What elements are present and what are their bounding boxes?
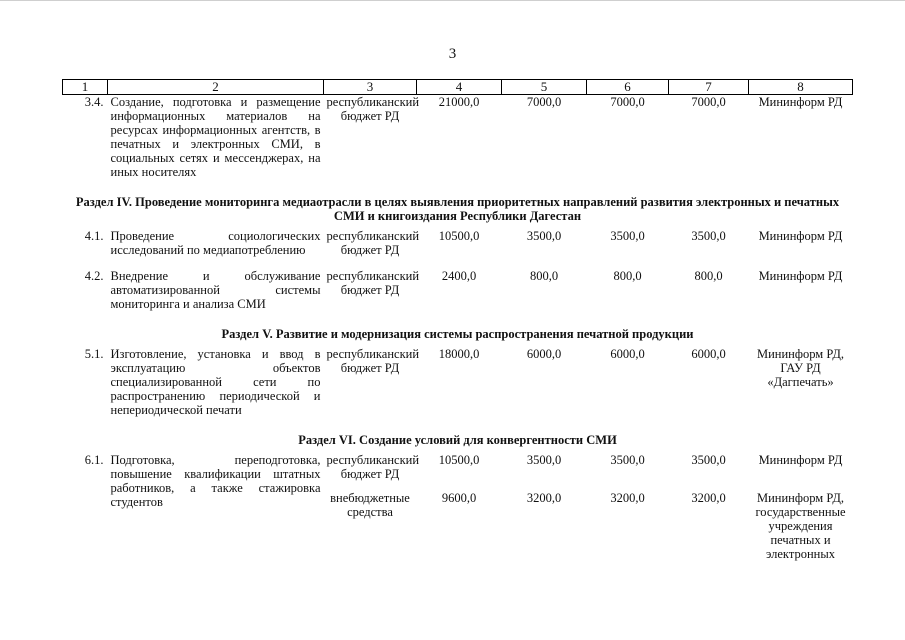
page-top-border — [0, 0, 905, 1]
total-value: 10500,0 — [438, 453, 480, 467]
col-header-6: 6 — [587, 80, 669, 95]
col-header-1: 1 — [63, 80, 108, 95]
table-row — [63, 229, 853, 257]
funding-source: республиканский бюджет РД — [326, 229, 420, 257]
responsible: Мининформ РД — [758, 95, 843, 109]
year1-value: 3500,0 — [526, 229, 562, 243]
year2-value: 7000,0 — [610, 95, 645, 109]
funding-source: республиканский бюджет РД — [326, 347, 420, 375]
total-value: 10500,0 — [438, 229, 480, 243]
year2-value: 6000,0 — [610, 347, 645, 361]
col-header-3: 3 — [324, 80, 417, 95]
row-number: 5.1. — [84, 347, 104, 361]
funding-source: республиканский бюджет РД — [326, 95, 420, 123]
table-row — [63, 95, 853, 180]
year2-value: 3500,0 — [610, 229, 645, 243]
row-number: 3.4. — [84, 95, 104, 109]
col-header-7: 7 — [669, 80, 749, 95]
activity-text: Изготовление, установка и ввод в эксплуатацию объектов специализированной сети по распространению периодической и непериодической печати — [110, 347, 321, 417]
responsible: Мининформ РД — [758, 269, 843, 283]
col-header-5: 5 — [502, 80, 587, 95]
row-number: 4.1. — [84, 229, 104, 243]
total-value: 18000,0 — [438, 347, 480, 361]
year1-value: 6000,0 — [526, 347, 562, 361]
year3-value: 6000,0 — [691, 347, 726, 361]
section-heading — [63, 195, 853, 223]
total-value: 2400,0 — [441, 269, 477, 283]
responsible: Мининформ РД, ГАУ РД «Дагпечать» — [757, 347, 844, 389]
year3-value: 3500,0 — [691, 229, 726, 243]
table-row — [63, 269, 853, 311]
section-heading — [63, 433, 853, 447]
responsible: Мининформ РД, государственные учреждения печатных и электронных — [755, 491, 846, 561]
activity-text: Подготовка, переподготовка, повышение квалификации штатных работников, а также стажировка студентов — [110, 453, 321, 509]
funding-source: республиканский бюджет РД — [326, 453, 420, 481]
row-number: 6.1. — [84, 453, 104, 467]
year2-value: 800,0 — [613, 269, 642, 283]
table-row — [63, 453, 853, 481]
page-number: 3 — [448, 46, 457, 62]
funding-source: внебюджетные средства — [330, 491, 410, 519]
col-header-8: 8 — [749, 80, 853, 95]
section-6-title: Раздел VI. Создание условий для конвергентности СМИ — [298, 433, 617, 447]
section-5-title: Раздел V. Развитие и модернизация системы распространения печатной продукции — [221, 327, 694, 341]
year1-value: 7000,0 — [526, 95, 562, 109]
activity-text: Внедрение и обслуживание автоматизированной системы мониторинга и анализа СМИ — [110, 269, 321, 311]
row-number: 4.2. — [84, 269, 104, 283]
responsible: Мининформ РД — [758, 229, 843, 243]
year2-value: 3200,0 — [610, 491, 645, 505]
table-row — [63, 347, 853, 417]
program-table — [62, 79, 853, 561]
year1-value: 3200,0 — [526, 491, 562, 505]
year3-value: 800,0 — [694, 269, 723, 283]
section-heading — [63, 327, 853, 341]
activity-text: Проведение социологических исследований по медиапотреблению — [110, 229, 321, 257]
year3-value: 3200,0 — [691, 491, 726, 505]
column-number-header — [63, 80, 853, 95]
responsible: Мининформ РД — [758, 453, 843, 467]
year3-value: 7000,0 — [691, 95, 726, 109]
section-4-title: Раздел IV. Проведение мониторинга медиаотрасли в целях выявления приоритетных направлений развития электронных и печатных СМИ и книгоиздания Республики Дагестан — [75, 195, 840, 223]
col-header-2: 2 — [108, 80, 324, 95]
total-value: 9600,0 — [441, 491, 477, 505]
funding-source: республиканский бюджет РД — [326, 269, 420, 297]
activity-text: Создание, подготовка и размещение информационных материалов на ресурсах информационных агентств, в печатных и электронных СМИ, в социальных сетях и мессенджерах, на иных носителях — [110, 95, 321, 179]
col-header-4: 4 — [417, 80, 502, 95]
year3-value: 3500,0 — [691, 453, 726, 467]
year1-value: 800,0 — [529, 269, 559, 283]
year1-value: 3500,0 — [526, 453, 562, 467]
year2-value: 3500,0 — [610, 453, 645, 467]
total-value: 21000,0 — [438, 95, 480, 109]
